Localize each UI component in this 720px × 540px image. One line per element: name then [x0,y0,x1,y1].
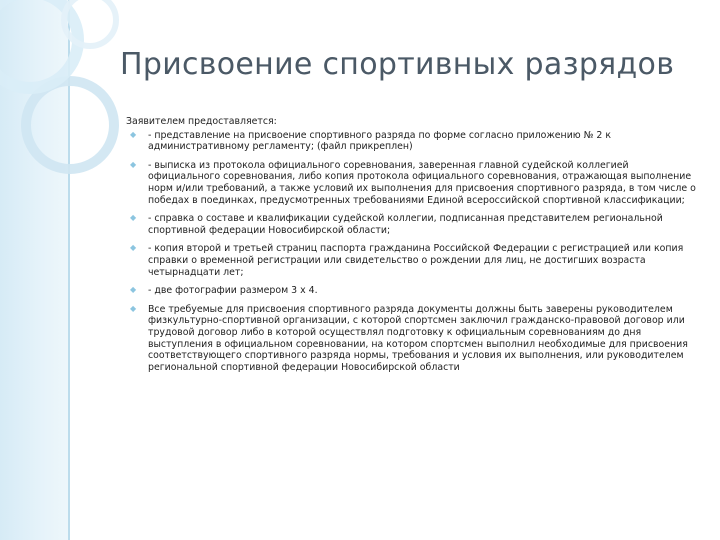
diamond-bullet-icon: ◆ [130,213,137,223]
diamond-bullet-icon: ◆ [130,303,137,313]
list-item-text: - выписка из протокола официального соревнования, заверенная главной судейской коллегией официального соревнования, либо копия протокола официального соревнования, отражающая выполнение норм и/или требований, а также условий их выполнения для присвоения спортивного разряда, в том числе о победах в поединках, предусмотренных требованиями Единой всероссийской спортивной классификации; [148,159,696,206]
list-item-text: Все требуемые для присвоения спортивного разряда документы должны быть заверены руководителем физкультурно-спортивной организации, с которой спортсмен заключил гражданско-правовой договор или трудовой договор либо в которой осуществлял подготовку к официальным соревнованиям до дня выступления в официальном соревновании, на котором спортсмен выполнил необходимые для присвоения соответствующего спортивного разряда нормы, требования и условия их выполнения, или руководителем региональной спортивной федерации Новосибирской области [148,303,688,373]
list-item [126,213,701,236]
list-item [126,285,701,297]
list-item-text: - представление на присвоение спортивного разряда по форме согласно приложению № 2 к административному регламенту; (файл прикреплен) [148,129,611,153]
slide-body [126,116,701,380]
intro-text: Заявителем предоставляется: [126,116,277,127]
diamond-bullet-icon: ◆ [130,285,137,295]
diamond-bullet-icon: ◆ [130,129,137,139]
list-item [126,243,701,278]
diamond-bullet-icon: ◆ [130,243,137,253]
list-item-text: - справка о составе и квалификации судейской коллегии, подписанная представителем региональной спортивной федерации Новосибирской области; [148,213,663,236]
requirements-list [126,130,701,374]
list-item [126,130,701,153]
list-item-text: - две фотографии размером 3 х 4. [148,285,318,297]
list-item-text: - копия второй и третьей страниц паспорта гражданина Российской Федерации с регистрацией или копия справки о временной регистрации или свидетельство о рождении для лиц, не достигших возраста четырнадцати лет; [148,243,684,278]
diamond-bullet-icon: ◆ [130,159,137,169]
slide-title: Присвоение спортивных разрядов [120,47,675,83]
list-item [126,304,701,374]
list-item [126,160,701,206]
decorative-rings-icon [0,0,140,200]
